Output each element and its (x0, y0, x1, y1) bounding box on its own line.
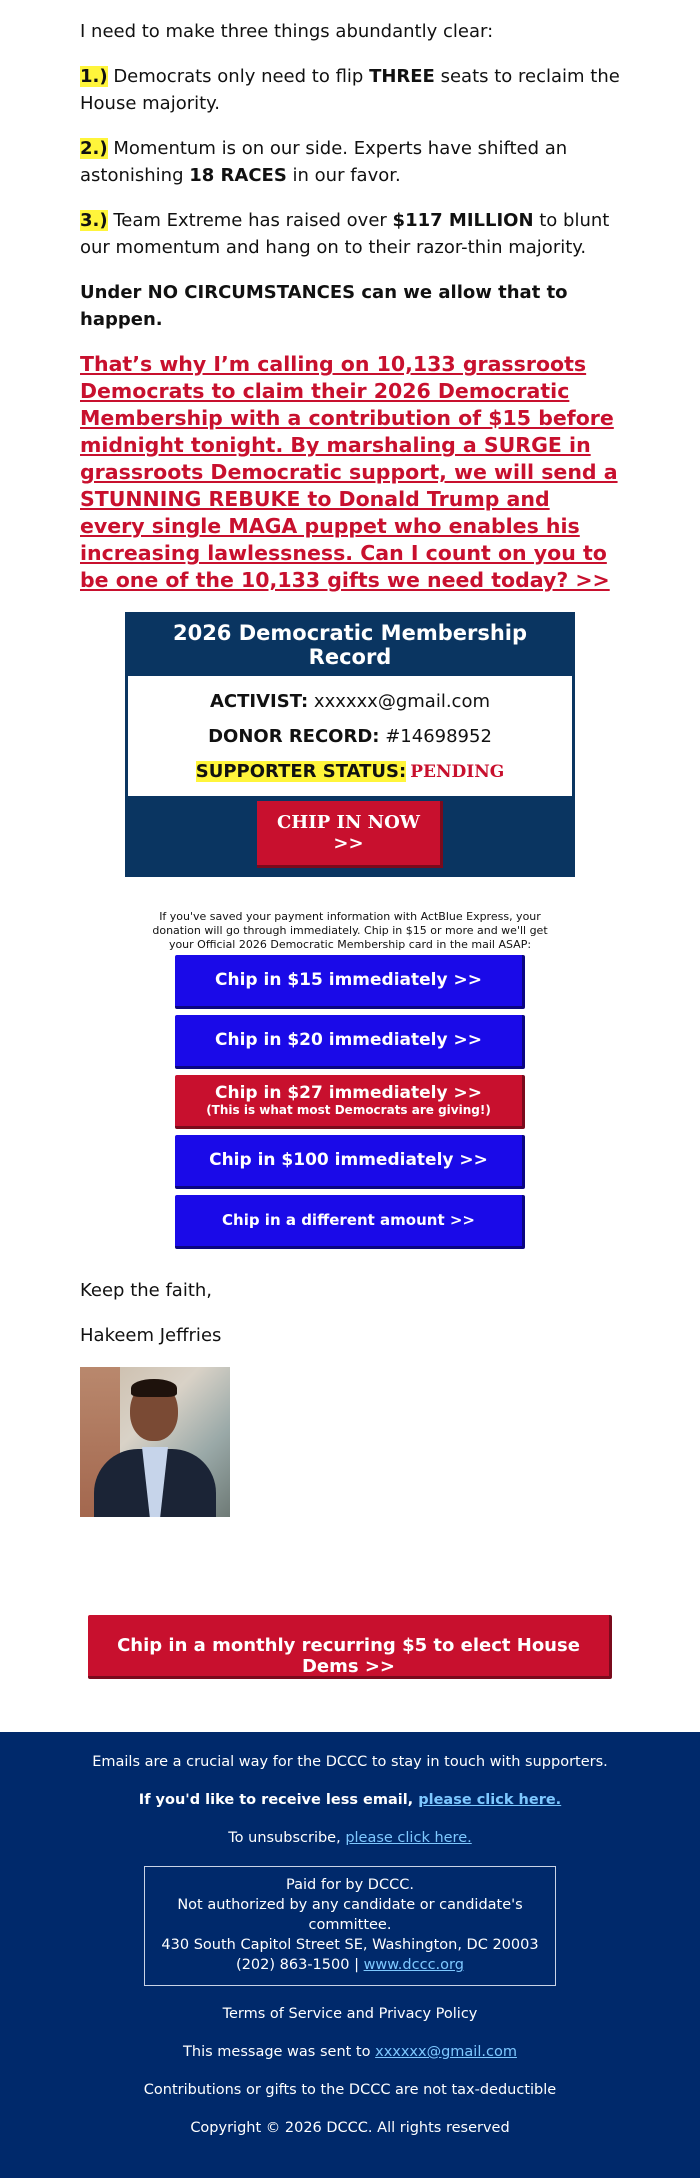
chip-27-button[interactable] (175, 1075, 525, 1129)
status-label: SUPPORTER STATUS: (195, 761, 407, 782)
activist-value: xxxxxx@gmail.com (313, 691, 490, 712)
point-emphasis: $117 MILLION (392, 210, 534, 231)
signer-photo (80, 1367, 230, 1517)
activist-label: ACTIVIST: (209, 691, 309, 712)
chip-100-button[interactable]: Chip in $100 immediately >> (175, 1135, 525, 1189)
footer (0, 1732, 700, 2178)
chip-20-button[interactable]: Chip in $20 immediately >> (175, 1015, 525, 1069)
website-link[interactable]: www.dccc.org (363, 1957, 464, 1973)
chip-in-now-button[interactable]: CHIP IN NOW >> (257, 801, 443, 868)
chip-other-button[interactable]: Chip in a different amount >> (175, 1195, 525, 1249)
point-text: Team Extreme has raised over (107, 210, 393, 231)
phone: (202) 863-1500 | (236, 1957, 364, 1973)
unsubscribe-line (0, 1828, 700, 1848)
not-authorized: Not authorized by any candidate or candidate's committee. (177, 1897, 523, 1933)
chip-15-button[interactable]: Chip in $15 immediately >> (175, 955, 525, 1009)
copyright: Copyright © 2026 DCCC. All rights reserved (190, 2120, 510, 2136)
intro-text: I need to make three things abundantly clear: (80, 21, 494, 42)
point-text: to blunt our momentum and hang on to their razor-thin majority. (80, 210, 610, 258)
sent-to-text: This message was sent to (183, 2044, 376, 2060)
signoff: Keep the faith, (80, 1280, 213, 1301)
point-emphasis: 18 RACES (189, 165, 287, 186)
activist-row (128, 684, 572, 719)
photo-hair (131, 1379, 177, 1397)
less-email-link[interactable]: please click here. (418, 1792, 562, 1808)
point-number: 3.) (80, 210, 108, 231)
sent-to-line (0, 2042, 700, 2062)
card-footer (128, 796, 572, 874)
monthly-recurring-button[interactable]: Chip in a monthly recurring $5 to elect House Dems >> (88, 1615, 612, 1679)
status-badge: PENDING (410, 762, 505, 782)
point-text: Momentum is on our side. Experts have shifted an astonishing (80, 138, 568, 186)
card-title: 2026 Democratic Membership Record (172, 621, 528, 669)
signer-name: Hakeem Jeffries (80, 1325, 222, 1346)
point-emphasis: THREE (369, 66, 435, 87)
point-number: 2.) (80, 138, 108, 159)
point-1 (80, 63, 620, 117)
point-text: in our favor. (286, 165, 401, 186)
donor-row (128, 719, 572, 754)
footer-line: Emails are a crucial way for the DCCC to stay in touch with supporters. (92, 1754, 608, 1770)
pitch-link[interactable]: That’s why I’m calling on 10,133 grassroots Democrats to claim their 2026 Democratic Membership with a contribution of $15 before midnight tonight. By marshaling a SURGE in grassroots Democratic support, we will send a STUNNING REBUKE to Donald Trump and every single MAGA puppet who enables his increasing lawlessness. Can I count on you to be one of the 10,133 gifts we need today? >> (80, 352, 618, 592)
chip-27-sublabel: (This is what most Democrats are giving!) (206, 1103, 491, 1117)
phone-line (151, 1955, 549, 1975)
point-3 (80, 207, 620, 261)
less-email-text: If you'd like to receive less email, (138, 1792, 419, 1808)
monthly-section (0, 1517, 700, 1732)
paid-by: Paid for by DCCC. (286, 1877, 414, 1893)
tax-note: Contributions or gifts to the DCCC are not tax-deductible (143, 2082, 557, 2098)
card-body (128, 676, 572, 796)
warning-text: Under NO CIRCUMSTANCES can we allow that to happen. (80, 282, 568, 330)
paid-for-box (144, 1866, 556, 1986)
membership-card (125, 612, 575, 877)
point-text: seats to reclaim the House majority. (80, 66, 620, 114)
address: 430 South Capitol Street SE, Washington, DC 20003 (161, 1937, 539, 1953)
unsubscribe-link[interactable]: please click here. (345, 1830, 472, 1846)
donor-label: DONOR RECORD: (208, 726, 380, 747)
sent-to-email[interactable]: xxxxxx@gmail.com (375, 2044, 517, 2060)
terms-link[interactable]: Terms of Service and Privacy Policy (222, 2006, 478, 2022)
chip-27-label: Chip in $27 immediately >> (215, 1083, 482, 1103)
status-row (128, 754, 572, 790)
donor-value: #14698952 (385, 726, 492, 747)
point-text: Democrats only need to flip (107, 66, 370, 87)
point-number: 1.) (80, 66, 108, 87)
less-email-line (0, 1790, 700, 1810)
express-note: If you've saved your payment information with ActBlue Express, your donation will go through immediately. Chip in $15 or more and we'll get your Official 2026 Democratic Membership card in the mail ASAP: (152, 910, 548, 951)
point-2 (80, 135, 620, 189)
unsubscribe-text: To unsubscribe, (228, 1830, 346, 1846)
